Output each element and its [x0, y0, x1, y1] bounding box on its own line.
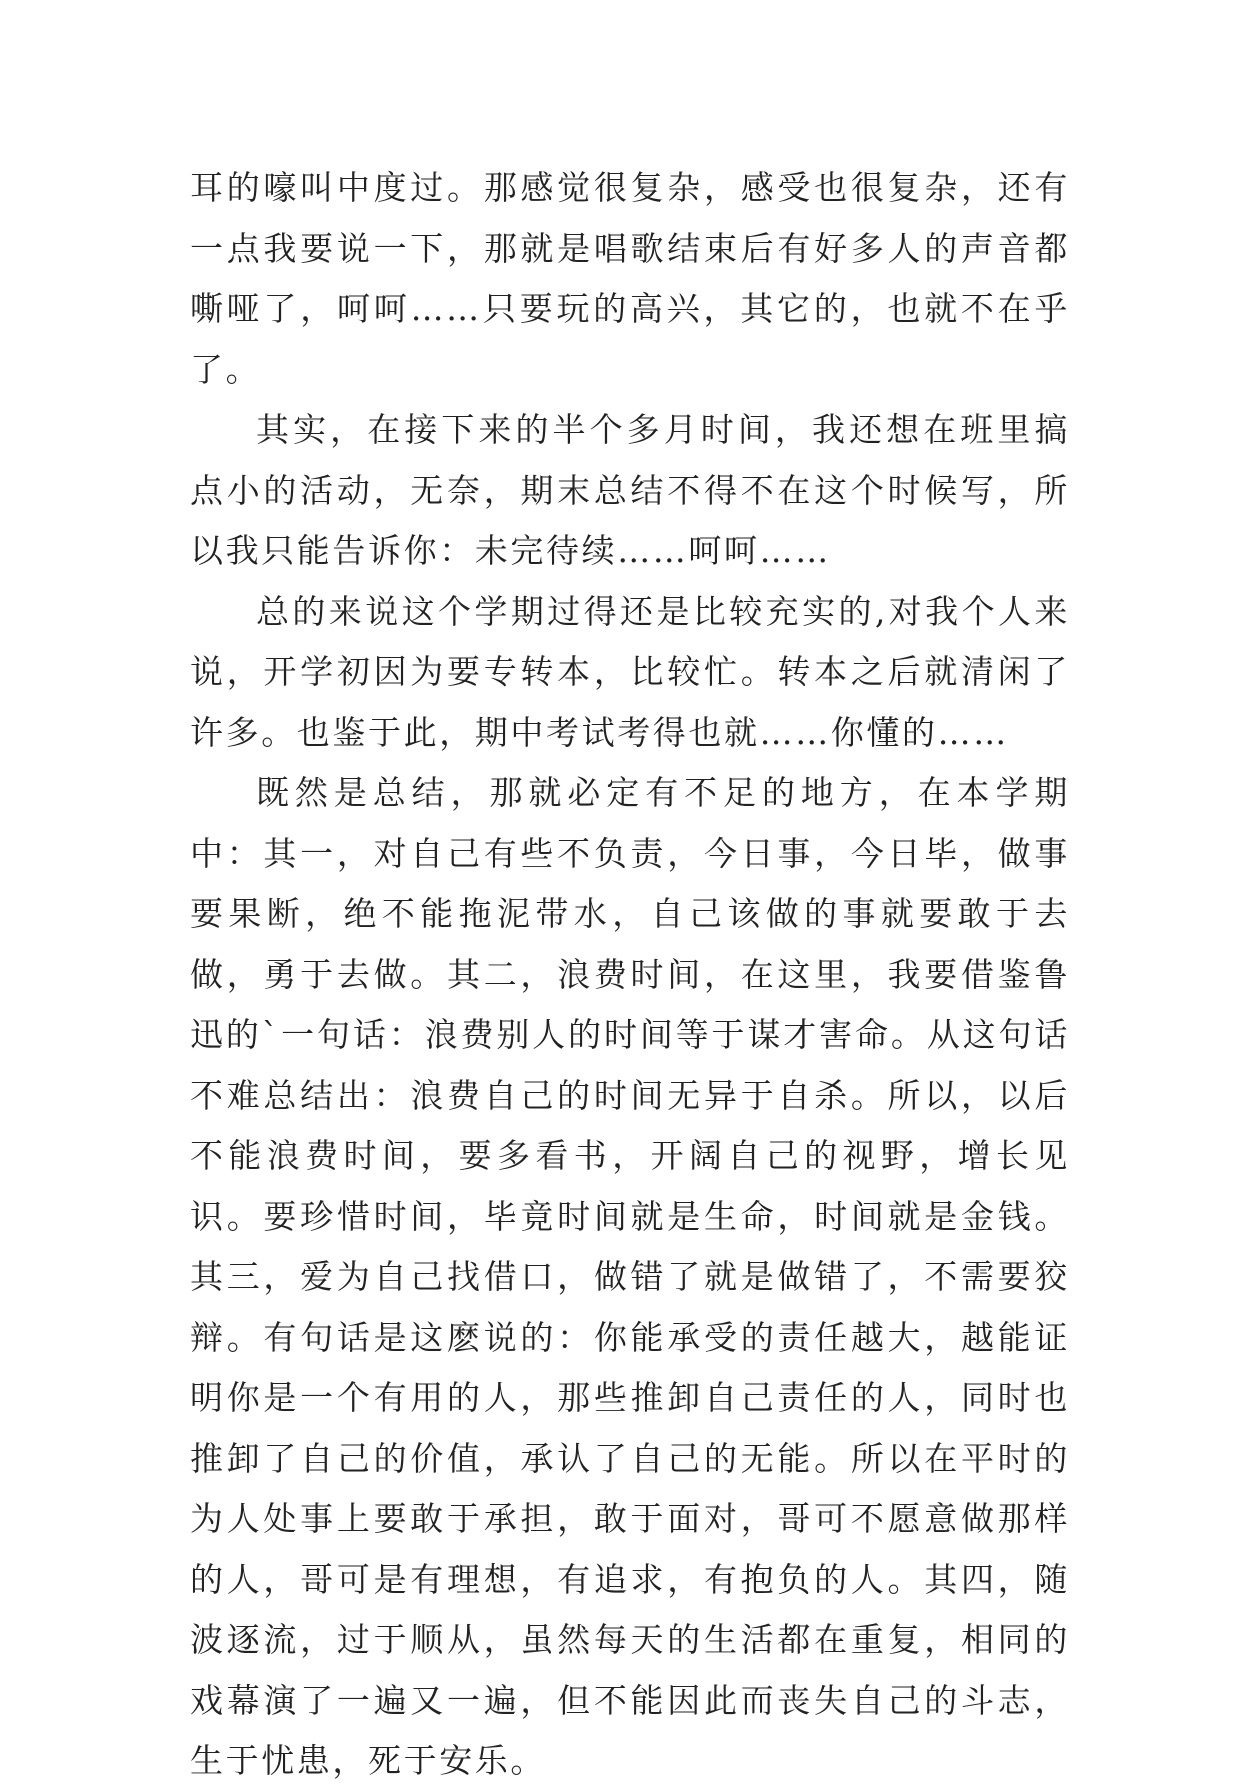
paragraph-2: 其实，在接下来的半个多月时间，我还想在班里搞点小的活动，无奈，期末总结不得不在这个时候写，所以我只能告诉你：未完待续……呵呵…… — [190, 410, 1070, 570]
paragraph-3: 总的来说这个学期过得还是比较充实的,对我个人来说，开学初因为要专转本，比较忙。转本之后就清闲了许多。也鉴于此，期中考试考得也就……你懂的…… — [190, 591, 1070, 752]
document-body — [190, 158, 1070, 1792]
paragraph-1: 耳的嚎叫中度过。那感觉很复杂，感受也很复杂，还有一点我要说一下，那就是唱歌结束后有好多人的声音都嘶哑了，呵呵……只要玩的高兴，其它的，也就不在乎了。 — [190, 168, 1070, 389]
paragraph-4: 既然是总结，那就必定有不足的地方，在本学期中：其一，对自己有些不负责，今日事，今日毕，做事要果断，绝不能拖泥带水，自己该做的事就要敢于去做，勇于去做。其二，浪费时间，在这里，我要借鉴鲁迅的`一句话：浪费别人的时间等于谋才害命。从这句话不难总结出：浪费自己的时间无异于自杀。所以，以后不能浪费时间，要多看书，开阔自己的视野，增长见识。要珍惜时间，毕竟时间就是生命，时间就是金钱。其三，爱为自己找借口，做错了就是做错了，不需要狡辩。有句话是这麽说的：你能承受的责任越大，越能证明你是一个有用的人，那些推卸自己责任的人，同时也推卸了自己的价值，承认了自己的无能。所以在平时的为人处事上要敢于承担，敢于面对，哥可不愿意做那样的人，哥可是有理想，有追求，有抱负的人。其四，随波逐流，过于顺从，虽然每天的生活都在重复，相同的戏幕演了一遍又一遍，但不能因此而丧失自己的斗志，生于忧患，死于安乐。 — [190, 773, 1070, 1780]
